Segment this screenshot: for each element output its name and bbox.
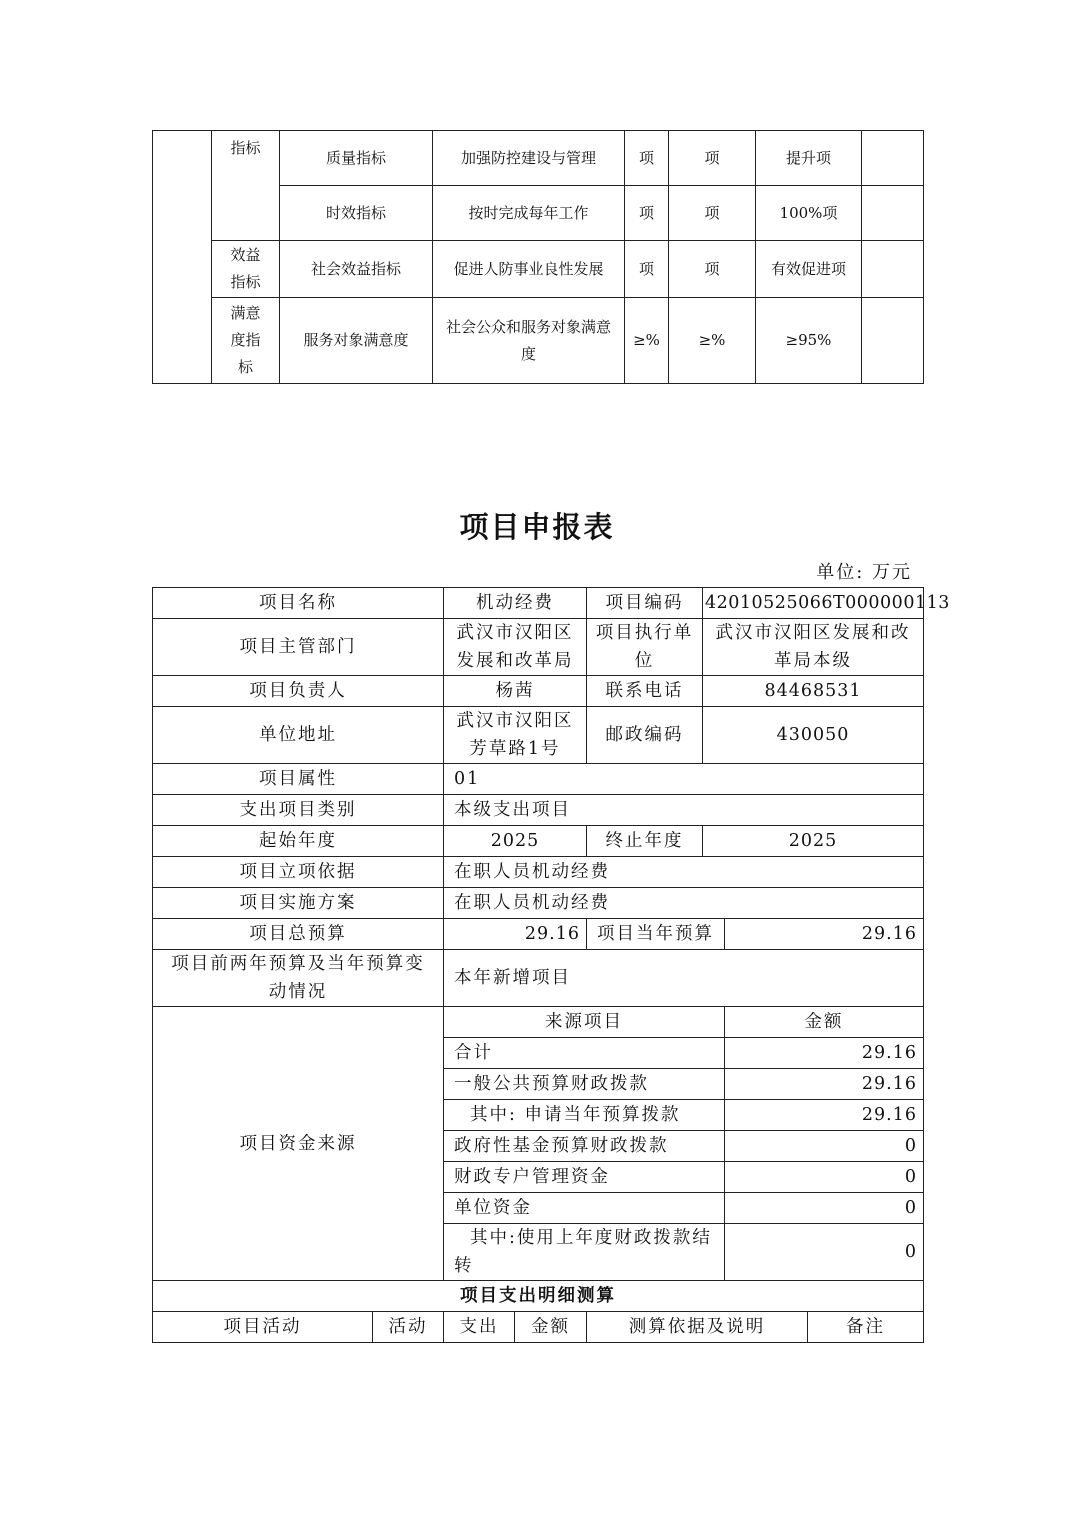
indicator-target-cell: ≥95% xyxy=(756,298,862,384)
start-year-label: 起始年度 xyxy=(153,826,444,857)
unit-label: 单位: 万元 xyxy=(816,562,912,583)
funding-row-source: 其中:使用上年度财政拨款结转 xyxy=(444,1224,725,1281)
funding-row-source: 合计 xyxy=(444,1038,725,1069)
category-value: 本级支出项目 xyxy=(444,795,924,826)
phone-value: 84468531 xyxy=(703,676,924,707)
funding-row-amount: 29.16 xyxy=(725,1100,924,1131)
phone-label: 联系电话 xyxy=(587,676,703,707)
total-budget-label: 项目总预算 xyxy=(153,919,444,950)
owner-value: 杨茜 xyxy=(444,676,587,707)
project-code-label: 项目编码 xyxy=(587,588,703,619)
project-name-value: 机动经费 xyxy=(444,588,587,619)
indicator-table xyxy=(152,130,924,384)
indicator-level3-cell: 时效指标 xyxy=(280,186,433,241)
category-label: 支出项目类别 xyxy=(153,795,444,826)
address-label: 单位地址 xyxy=(153,707,444,764)
indicator-content-cell: 促进人防事业良性发展 xyxy=(433,241,625,298)
funding-row-amount: 0 xyxy=(725,1131,924,1162)
detail-header-act: 活动 xyxy=(373,1312,444,1343)
funding-row-source: 财政专户管理资金 xyxy=(444,1162,725,1193)
funding-row-source: 其中: 申请当年预算拨款 xyxy=(444,1100,725,1131)
page-title: 项目申报表 xyxy=(459,510,615,544)
start-year-value: 2025 xyxy=(444,826,587,857)
dept-value: 武汉市汉阳区发展和改革局 xyxy=(444,619,587,676)
indicator-value-cell: 项 xyxy=(625,186,669,241)
exec-unit-label: 项目执行单位 xyxy=(587,619,703,676)
funding-row-source: 单位资金 xyxy=(444,1193,725,1224)
indicator-level2-cell: 满意度指标 xyxy=(212,298,280,384)
indicator-value-cell: 项 xyxy=(669,241,756,298)
end-year-value: 2025 xyxy=(703,826,924,857)
funding-row-amount: 0 xyxy=(725,1162,924,1193)
indicator-level3-cell: 服务对象满意度 xyxy=(280,298,433,384)
end-year-label: 终止年度 xyxy=(587,826,703,857)
address-value: 武汉市汉阳区芳草路1号 xyxy=(444,707,587,764)
indicator-note-cell xyxy=(862,298,924,384)
funding-header-amount: 金额 xyxy=(725,1007,924,1038)
indicator-level2-cell: 指标 xyxy=(212,131,280,241)
indicator-level1-cell xyxy=(153,131,212,384)
project-name-label: 项目名称 xyxy=(153,588,444,619)
indicator-value-cell: 项 xyxy=(625,131,669,186)
total-budget-value: 29.16 xyxy=(444,919,587,950)
plan-label: 项目实施方案 xyxy=(153,888,444,919)
funding-header-source: 来源项目 xyxy=(444,1007,725,1038)
current-budget-label: 项目当年预算 xyxy=(587,919,725,950)
funding-row-amount: 0 xyxy=(725,1193,924,1224)
indicator-level3-cell: 社会效益指标 xyxy=(280,241,433,298)
funding-source-label: 项目资金来源 xyxy=(153,1007,444,1281)
plan-value: 在职人员机动经费 xyxy=(444,888,924,919)
indicator-note-cell xyxy=(862,241,924,298)
indicator-level3-cell: 质量指标 xyxy=(280,131,433,186)
owner-label: 项目负责人 xyxy=(153,676,444,707)
detail-header-activity: 项目活动 xyxy=(153,1312,373,1343)
zip-value: 430050 xyxy=(703,707,924,764)
attr-value: 01 xyxy=(444,764,924,795)
indicator-target-cell: 有效促进项 xyxy=(756,241,862,298)
attr-label: 项目属性 xyxy=(153,764,444,795)
indicator-value-cell: 项 xyxy=(669,186,756,241)
budget-change-label: 项目前两年预算及当年预算变动情况 xyxy=(153,950,444,1007)
indicator-note-cell xyxy=(862,131,924,186)
detail-header-expense: 支出 xyxy=(444,1312,515,1343)
funding-row-amount: 29.16 xyxy=(725,1038,924,1069)
funding-row-source: 政府性基金预算财政拨款 xyxy=(444,1131,725,1162)
indicator-target-cell: 提升项 xyxy=(756,131,862,186)
zip-label: 邮政编码 xyxy=(587,707,703,764)
funding-row-source: 一般公共预算财政拨款 xyxy=(444,1069,725,1100)
indicator-content-cell: 加强防控建设与管理 xyxy=(433,131,625,186)
indicator-content-cell: 按时完成每年工作 xyxy=(433,186,625,241)
indicator-value-cell: 项 xyxy=(625,241,669,298)
project-report-table xyxy=(152,587,950,1343)
detail-header-basis: 测算依据及说明 xyxy=(587,1312,808,1343)
indicator-target-cell: 100%项 xyxy=(756,186,862,241)
detail-header-amount: 金额 xyxy=(515,1312,587,1343)
exec-unit-value: 武汉市汉阳区发展和改革局本级 xyxy=(703,619,924,676)
indicator-value-cell: ≥% xyxy=(669,298,756,384)
indicator-note-cell xyxy=(862,186,924,241)
detail-header-note: 备注 xyxy=(808,1312,924,1343)
indicator-value-cell: ≥% xyxy=(625,298,669,384)
indicator-value-cell: 项 xyxy=(669,131,756,186)
current-budget-value: 29.16 xyxy=(725,919,924,950)
budget-change-value: 本年新增项目 xyxy=(444,950,924,1007)
project-code-value: 42010525066T000000113 xyxy=(703,588,924,619)
basis-label: 项目立项依据 xyxy=(153,857,444,888)
dept-label: 项目主管部门 xyxy=(153,619,444,676)
indicator-level2-cell: 效益指标 xyxy=(212,241,280,298)
detail-section-title: 项目支出明细测算 xyxy=(153,1281,924,1312)
indicator-content-cell: 社会公众和服务对象满意度 xyxy=(433,298,625,384)
basis-value: 在职人员机动经费 xyxy=(444,857,924,888)
funding-row-amount: 0 xyxy=(725,1224,924,1281)
funding-row-amount: 29.16 xyxy=(725,1069,924,1100)
